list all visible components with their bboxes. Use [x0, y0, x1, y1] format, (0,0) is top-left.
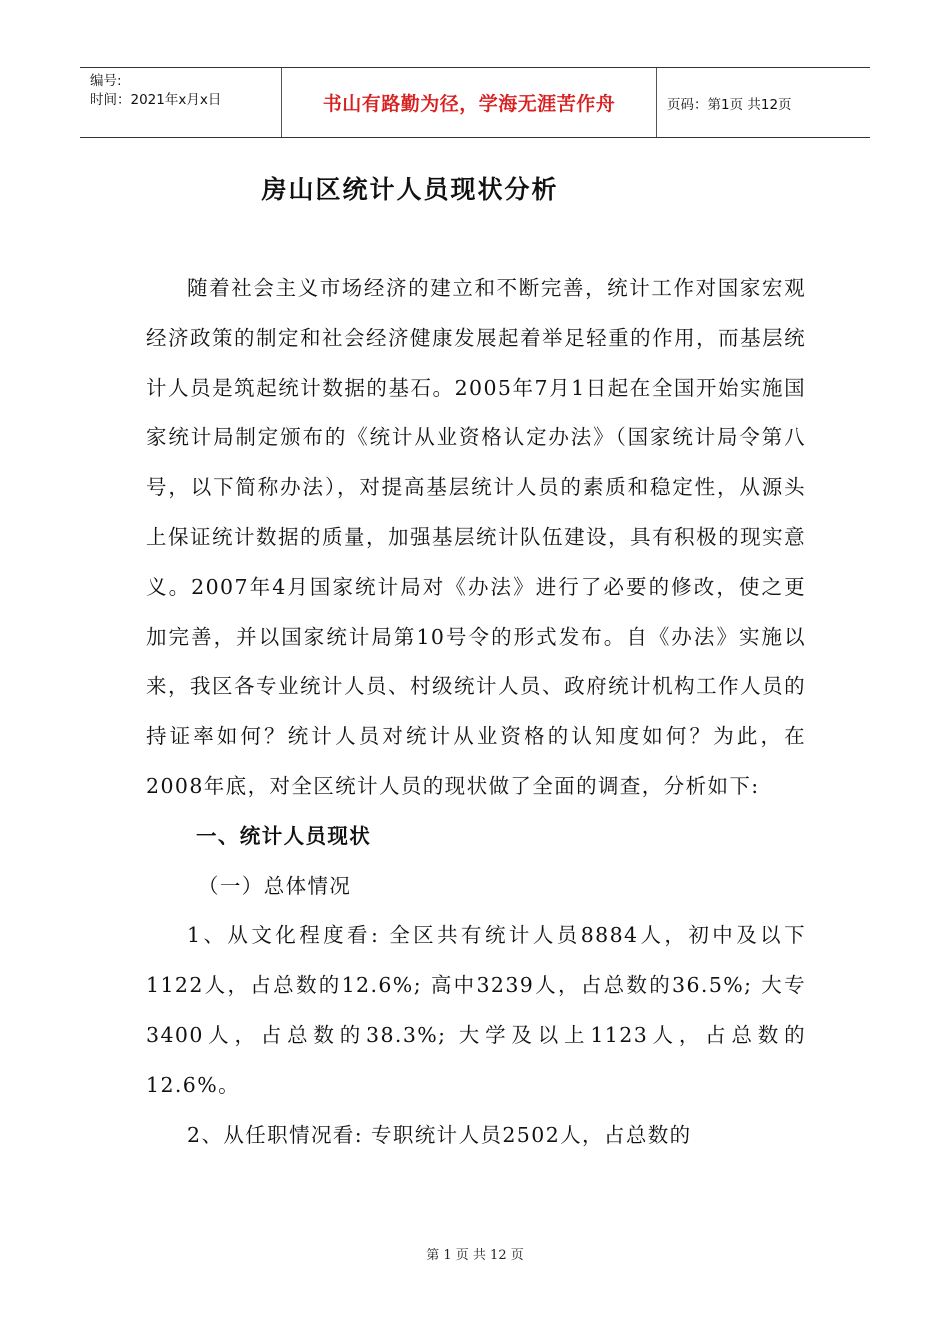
item-1-paragraph: 1、从文化程度看: 全区共有统计人员8884人，初中及以下1122人，占总数的12.6%; 高中3239人，占总数的36.5%; 大专3400人，占总数的38.3%; 大学及以上1123人，占总数的12.6%。 [146, 923, 806, 1097]
header-left-cell [80, 68, 281, 137]
date-label: 时间：2021年x月x日 [90, 92, 222, 108]
subsection-heading: （一）总体情况 [198, 873, 352, 898]
intro-paragraph: 随着社会主义市场经济的建立和不断完善，统计工作对国家宏观经济政策的制定和社会经济健康发展起着举足轻重的作用，而基层统计人员是筑起统计数据的基石。2005年7月1日起在全国开始实施国家统计局制定颁布的《统计从业资格认定办法》（国家统计局令第八号，以下简称办法），对提高基层统计人员的素质和稳定性，从源头上保证统计数据的质量，加强基层统计队伍建设，具有积极的现实意义。2007年4月国家统计局对《办法》进行了必要的修改，使之更加完善，并以国家统计局第10号令的形式发布。自《办法》实施以来，我区各专业统计人员、村级统计人员、政府统计机构工作人员的持证率如何？统计人员对统计从业资格的认知度如何？为此，在2008年底，对全区统计人员的现状做了全面的调查，分析如下: [146, 276, 806, 798]
page-footer: 第 1 页 共 12 页 [426, 1248, 524, 1263]
header-page-cell [657, 68, 870, 137]
motto-text: 书山有路勤为径，学海无涯苦作舟 [322, 93, 616, 115]
section-heading: 一、统计人员现状 [196, 823, 372, 848]
document-body [146, 264, 806, 1160]
header-table [80, 67, 870, 138]
header-motto-cell [281, 68, 657, 137]
item-2-paragraph: 2、从任职情况看: 专职统计人员2502人，占总数的 [187, 1122, 692, 1147]
document-title: 房山区统计人员现状分析 [261, 175, 559, 204]
page-info: 页码：第1页 共12页 [667, 96, 792, 113]
code-label: 编号: [90, 73, 122, 89]
